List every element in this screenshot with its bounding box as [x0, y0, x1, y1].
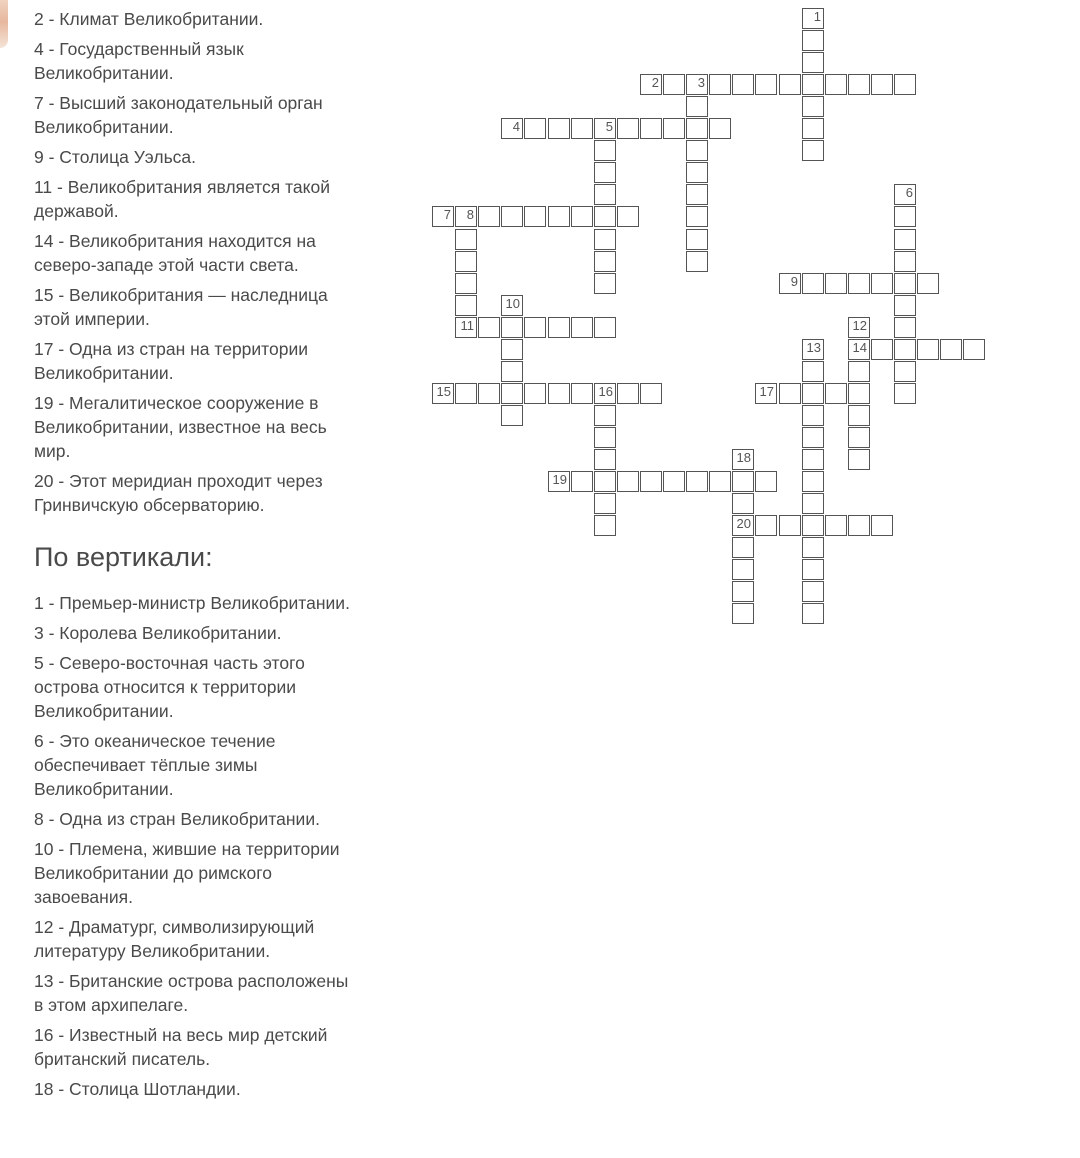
crossword-cell[interactable]	[802, 96, 824, 117]
crossword-cell[interactable]	[686, 96, 708, 117]
crossword-cell[interactable]	[871, 74, 893, 95]
crossword-cell[interactable]	[825, 74, 847, 95]
crossword-cell[interactable]	[802, 427, 824, 448]
crossword-cell[interactable]	[825, 515, 847, 536]
clue-down-12: 12 - Драматург, символизирующий литературу Великобритании.	[34, 917, 315, 961]
crossword-cell[interactable]	[571, 118, 593, 139]
crossword-cell[interactable]	[594, 383, 616, 404]
crossword-cell[interactable]	[871, 339, 893, 360]
clue-down-16: 16 - Известный на весь мир детский британский писатель.	[34, 1025, 328, 1069]
crossword-cell[interactable]	[848, 273, 870, 294]
crossword-cell[interactable]	[802, 140, 824, 161]
crossword-cell[interactable]	[571, 383, 593, 404]
crossword-cell[interactable]	[594, 449, 616, 470]
crossword-cell[interactable]	[686, 74, 708, 95]
crossword-cell[interactable]	[524, 383, 546, 404]
crossword-cell[interactable]	[709, 74, 731, 95]
crossword-cell[interactable]	[802, 493, 824, 514]
crossword-cell[interactable]	[663, 74, 685, 95]
crossword-cell[interactable]	[894, 251, 916, 272]
crossword-cell[interactable]	[686, 162, 708, 183]
crossword-cell[interactable]	[686, 251, 708, 272]
crossword-cell[interactable]	[732, 559, 754, 580]
crossword-cell[interactable]	[871, 515, 893, 536]
crossword-cell[interactable]	[455, 206, 477, 227]
crossword-cell[interactable]	[802, 537, 824, 558]
crossword-cell[interactable]	[848, 317, 870, 338]
crossword-cell[interactable]	[571, 471, 593, 492]
crossword-cell[interactable]	[594, 471, 616, 492]
crossword-cell[interactable]	[732, 603, 754, 624]
crossword-cell[interactable]	[571, 206, 593, 227]
crossword-cell[interactable]	[732, 515, 754, 536]
crossword-cell[interactable]	[825, 273, 847, 294]
crossword-cell[interactable]	[686, 471, 708, 492]
clue-number: 7	[443, 207, 451, 222]
crossword-cell[interactable]	[871, 273, 893, 294]
crossword-cell[interactable]	[478, 383, 500, 404]
crossword-cell[interactable]	[755, 515, 777, 536]
clue-across-2: 2 - Климат Великобритании.	[34, 9, 264, 29]
crossword-cell[interactable]	[548, 471, 570, 492]
crossword-cell[interactable]	[455, 229, 477, 250]
crossword-cell[interactable]	[686, 206, 708, 227]
clue-number: 16	[598, 384, 613, 399]
crossword-cell[interactable]	[894, 74, 916, 95]
clue-number: 5	[605, 119, 613, 134]
crossword-cell[interactable]	[686, 140, 708, 161]
crossword-cell[interactable]	[501, 339, 523, 360]
clue-down-6: 6 - Это океаническое течение обеспечивает тёплые зимы Великобритании.	[34, 731, 276, 799]
crossword-cell[interactable]	[802, 118, 824, 139]
crossword-cell[interactable]	[432, 383, 454, 404]
crossword-cell[interactable]	[709, 118, 731, 139]
clue-number: 19	[552, 472, 567, 487]
crossword-cell[interactable]	[594, 118, 616, 139]
clue-across-14: 14 - Великобритания находится на северо-западе этой части света.	[34, 231, 316, 275]
crossword-cell[interactable]	[617, 118, 639, 139]
clue-number: 17	[759, 384, 774, 399]
crossword-cell[interactable]	[802, 449, 824, 470]
crossword-cell[interactable]	[802, 471, 824, 492]
crossword-cell[interactable]	[802, 273, 824, 294]
clue-across-15: 15 - Великобритания — наследница этой империи.	[34, 285, 328, 329]
crossword-cell[interactable]	[802, 581, 824, 602]
crossword-cell[interactable]	[501, 317, 523, 338]
crossword-cell[interactable]	[732, 581, 754, 602]
clue-number: 11	[460, 318, 474, 333]
clue-number: 12	[852, 318, 867, 333]
crossword-cell[interactable]	[594, 317, 616, 338]
crossword-cell[interactable]	[732, 449, 754, 470]
clue-across-4: 4 - Государственный язык Великобритании.	[34, 39, 244, 83]
crossword-cell[interactable]	[894, 184, 916, 205]
crossword-cell[interactable]	[732, 493, 754, 514]
crossword-cell[interactable]	[548, 206, 570, 227]
clue-across-7: 7 - Высший законодательный орган Великобритании.	[34, 93, 323, 137]
crossword-cell[interactable]	[594, 140, 616, 161]
crossword-cell[interactable]	[686, 118, 708, 139]
down-clue-list	[34, 591, 354, 1101]
crossword-cell[interactable]	[917, 339, 939, 360]
crossword-cell[interactable]	[755, 471, 777, 492]
crossword-cell[interactable]	[455, 273, 477, 294]
crossword-cell[interactable]	[594, 229, 616, 250]
clue-down-5: 5 - Северо-восточная часть этого острова относится к территории Великобритании.	[34, 653, 305, 721]
crossword-cell[interactable]	[640, 118, 662, 139]
clue-number: 18	[736, 450, 751, 465]
crossword-cell[interactable]	[478, 206, 500, 227]
crossword-cell[interactable]	[432, 206, 454, 227]
crossword-cell[interactable]	[640, 74, 662, 95]
crossword-cell[interactable]	[594, 405, 616, 426]
clue-down-3: 3 - Королева Великобритании.	[34, 623, 282, 643]
crossword-cell[interactable]	[779, 74, 801, 95]
clue-number: 1	[813, 9, 821, 24]
clue-number: 20	[736, 516, 751, 531]
down-heading: По вертикали:	[34, 542, 213, 572]
crossword-cell[interactable]	[548, 317, 570, 338]
crossword-cell[interactable]	[501, 361, 523, 382]
crossword-cell[interactable]	[594, 206, 616, 227]
crossword-cell[interactable]	[663, 471, 685, 492]
crossword-cell[interactable]	[732, 471, 754, 492]
crossword-cell[interactable]	[848, 383, 870, 404]
clue-across-9: 9 - Столица Уэльса.	[34, 147, 197, 167]
crossword-cell[interactable]	[917, 273, 939, 294]
crossword-cell[interactable]	[755, 74, 777, 95]
crossword-cell[interactable]	[524, 206, 546, 227]
crossword-cell[interactable]	[848, 339, 870, 360]
crossword-cell[interactable]	[501, 405, 523, 426]
clue-number: 8	[466, 207, 474, 222]
crossword-cell[interactable]	[848, 449, 870, 470]
crossword-cell[interactable]	[779, 273, 801, 294]
crossword-cell[interactable]	[894, 383, 916, 404]
clues-panel	[34, 7, 354, 1107]
crossword-cell[interactable]	[548, 383, 570, 404]
crossword-cell[interactable]	[848, 74, 870, 95]
crossword-cell[interactable]	[802, 30, 824, 51]
corner-photo-thumbnail	[0, 0, 8, 48]
clue-across-17: 17 - Одна из стран на территории Великобритании.	[34, 339, 309, 383]
crossword-cell[interactable]	[455, 383, 477, 404]
crossword-cell[interactable]	[894, 339, 916, 360]
crossword-cell[interactable]	[894, 295, 916, 316]
crossword-cell[interactable]	[709, 471, 731, 492]
clue-number: 10	[505, 296, 520, 311]
clue-number: 4	[512, 119, 520, 134]
crossword-cell[interactable]	[779, 383, 801, 404]
crossword-cell[interactable]	[802, 339, 824, 360]
crossword-cell[interactable]	[732, 537, 754, 558]
crossword-cell[interactable]	[802, 383, 824, 404]
crossword-cell[interactable]	[594, 515, 616, 536]
crossword-cell[interactable]	[802, 405, 824, 426]
crossword-cell[interactable]	[802, 603, 824, 624]
across-clue-list	[34, 7, 354, 517]
crossword-cell[interactable]	[617, 471, 639, 492]
crossword-cell[interactable]	[524, 118, 546, 139]
crossword-cell[interactable]	[548, 118, 570, 139]
crossword-cell[interactable]	[571, 317, 593, 338]
clue-down-13: 13 - Британские острова расположены в этом архипелаге.	[34, 971, 349, 1015]
crossword-cell[interactable]	[848, 515, 870, 536]
clue-number: 2	[651, 75, 659, 90]
crossword-cell[interactable]	[594, 273, 616, 294]
crossword-cell[interactable]	[779, 515, 801, 536]
clue-down-1: 1 - Премьер-министр Великобритании.	[34, 593, 350, 613]
crossword-cell[interactable]	[501, 206, 523, 227]
crossword-cell[interactable]	[755, 383, 777, 404]
clue-down-10: 10 - Племена, жившие на территории Великобритании до римского завоевания.	[34, 839, 340, 907]
crossword-cell[interactable]	[686, 229, 708, 250]
crossword-cell[interactable]	[894, 273, 916, 294]
crossword-cell[interactable]	[825, 383, 847, 404]
crossword-cell[interactable]	[894, 317, 916, 338]
crossword-cell[interactable]	[594, 493, 616, 514]
crossword-cell[interactable]	[617, 383, 639, 404]
crossword-cell[interactable]	[940, 339, 962, 360]
crossword-cell[interactable]	[617, 206, 639, 227]
clue-number: 6	[905, 185, 913, 200]
crossword-cell[interactable]	[894, 361, 916, 382]
crossword-cell[interactable]	[640, 383, 662, 404]
clue-across-20: 20 - Этот меридиан проходит через Гринвичскую обсерваторию.	[34, 471, 323, 515]
crossword-cell[interactable]	[478, 317, 500, 338]
crossword-cell[interactable]	[501, 383, 523, 404]
crossword-cell[interactable]	[594, 427, 616, 448]
clue-number: 3	[697, 75, 705, 90]
crossword-cell[interactable]	[802, 515, 824, 536]
crossword-cell[interactable]	[594, 251, 616, 272]
crossword-cell[interactable]	[640, 471, 662, 492]
clue-across-11: 11 - Великобритания является такой державой.	[34, 177, 331, 221]
crossword-cell[interactable]	[802, 559, 824, 580]
crossword-cell[interactable]	[894, 206, 916, 227]
crossword-cell[interactable]	[802, 52, 824, 73]
crossword-cell[interactable]	[802, 361, 824, 382]
crossword-cell[interactable]	[894, 229, 916, 250]
crossword-cell[interactable]	[686, 184, 708, 205]
crossword-cell[interactable]	[848, 405, 870, 426]
clue-number: 14	[852, 340, 867, 355]
crossword-cell[interactable]	[501, 295, 523, 316]
crossword-cell[interactable]	[594, 184, 616, 205]
crossword-cell[interactable]	[732, 74, 754, 95]
crossword-cell[interactable]	[802, 74, 824, 95]
clue-down-8: 8 - Одна из стран Великобритании.	[34, 809, 320, 829]
crossword-cell[interactable]	[524, 317, 546, 338]
crossword-cell[interactable]	[963, 339, 985, 360]
clue-number: 13	[806, 340, 821, 355]
crossword-cell[interactable]	[455, 295, 477, 316]
crossword-cell[interactable]	[455, 317, 477, 338]
crossword-cell[interactable]	[501, 118, 523, 139]
crossword-cell[interactable]	[802, 8, 824, 29]
crossword-cell[interactable]	[848, 361, 870, 382]
clue-number: 15	[436, 384, 451, 399]
crossword-cell[interactable]	[848, 427, 870, 448]
clue-across-19: 19 - Мегалитическое сооружение в Великобритании, известное на весь мир.	[34, 393, 327, 461]
crossword-cell[interactable]	[663, 118, 685, 139]
clue-down-18: 18 - Столица Шотландии.	[34, 1079, 241, 1099]
clue-number: 9	[790, 274, 798, 289]
crossword-cell[interactable]	[455, 251, 477, 272]
crossword-cell[interactable]	[594, 162, 616, 183]
